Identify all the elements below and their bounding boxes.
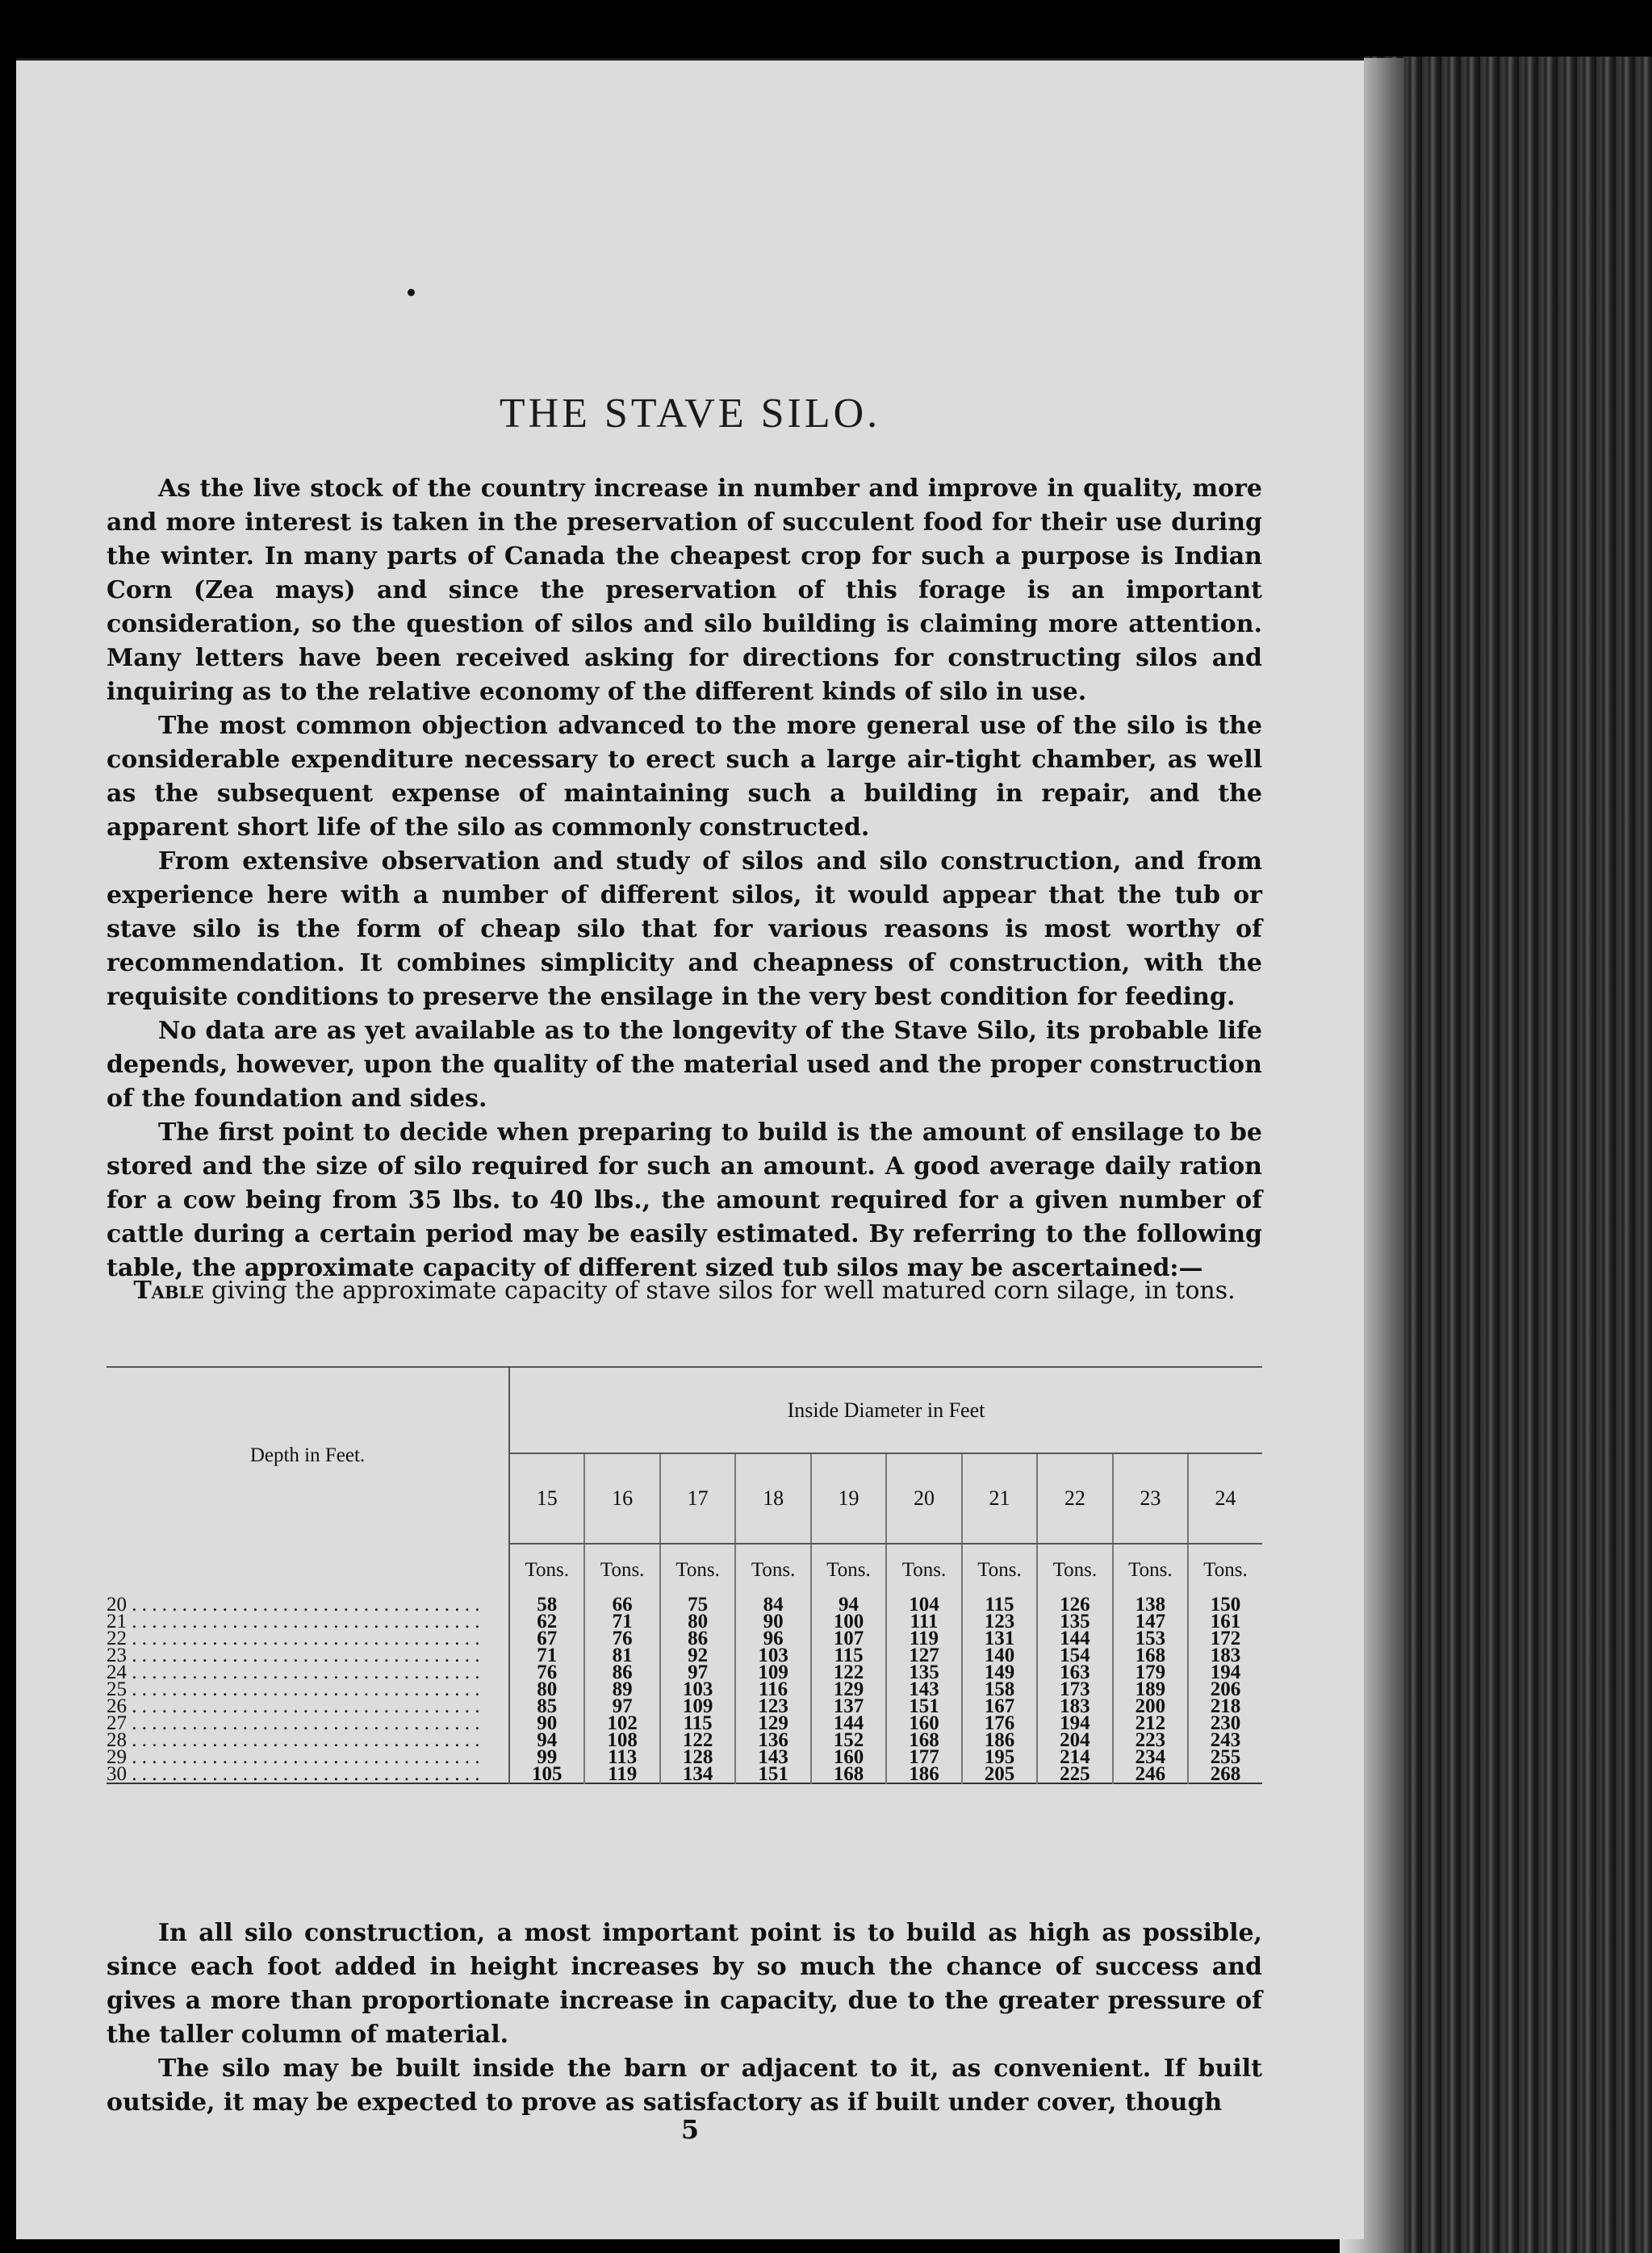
depth-value: 24 (107, 1664, 127, 1681)
capacity-cell: 75 (660, 1596, 735, 1613)
diameter-header: Inside Diameter in Feet (509, 1368, 1262, 1453)
unit-label: Tons. (584, 1544, 659, 1596)
capacity-cell: 255 (1188, 1749, 1262, 1766)
capacity-cell: 212 (1113, 1715, 1188, 1732)
capacity-cell: 131 (962, 1630, 1037, 1647)
capacity-cell: 205 (962, 1766, 1037, 1783)
capacity-cell: 143 (735, 1749, 810, 1766)
unit-label: Tons. (1188, 1544, 1262, 1596)
capacity-cell: 234 (1113, 1749, 1188, 1766)
capacity-cell: 122 (811, 1664, 886, 1681)
capacity-cell: 111 (886, 1613, 961, 1630)
depth-value: 22 (107, 1630, 127, 1647)
capacity-cell: 119 (886, 1630, 961, 1647)
capacity-cell: 94 (537, 1729, 558, 1751)
dot-leader: . . . . . . . . . . . . . . . . . . . . . . . . . . . . . . . . . . . (127, 1664, 480, 1681)
diameter-column-header: 23 (1113, 1453, 1188, 1544)
capacity-cell: 102 (584, 1715, 659, 1732)
capacity-cell: 183 (1037, 1698, 1112, 1715)
depth-value: 23 (107, 1647, 127, 1664)
unit-label: Tons. (811, 1544, 886, 1596)
capacity-cell: 246 (1113, 1766, 1188, 1783)
depth-value: 30 (107, 1766, 127, 1783)
capacity-cell: 189 (1113, 1681, 1188, 1698)
capacity-cell: 172 (1188, 1630, 1262, 1647)
paragraph: From extensive observation and study of silos and silo construction, and from experience here with a number of different silos, it would appear that the tub or stave silo is the form of cheap silo that for various reasons is most worthy of recommendation. It combines simplicity and cheapness of construction, with the requisite conditions to preserve the ensilage in the very best condition for feeding. (107, 847, 1262, 1011)
dot-leader: . . . . . . . . . . . . . . . . . . . . . . . . . . . . . . . . . . . (127, 1732, 480, 1749)
diameter-column-header: 24 (1188, 1453, 1262, 1544)
capacity-cell: 186 (962, 1732, 1037, 1749)
dot-leader: . . . . . . . . . . . . . . . . . . . . . . . . . . . . . . . . . . . (127, 1766, 480, 1783)
dot-leader: . . . . . . . . . . . . . . . . . . . . . . . . . . . . . . . . . . . (127, 1647, 480, 1664)
depth-cell (107, 1647, 509, 1664)
capacity-cell: 134 (660, 1766, 735, 1783)
capacity-cell: 138 (1113, 1596, 1188, 1613)
capacity-cell: 195 (962, 1749, 1037, 1766)
depth-cell (107, 1698, 509, 1715)
unit-label: Tons. (886, 1544, 961, 1596)
capacity-cell: 99 (537, 1746, 558, 1768)
diameter-column-header: 22 (1037, 1453, 1112, 1544)
capacity-cell: 89 (584, 1681, 659, 1698)
capacity-cell: 128 (660, 1749, 735, 1766)
intro-text (107, 472, 1262, 1285)
capacity-cell: 123 (735, 1698, 810, 1715)
capacity-cell: 66 (584, 1596, 659, 1613)
page-number: 5 (680, 2114, 700, 2145)
capacity-cell: 104 (886, 1596, 961, 1613)
capacity-cell: 62 (537, 1611, 558, 1632)
capacity-cell: 86 (584, 1664, 659, 1681)
unit-label: Tons. (1037, 1544, 1112, 1596)
capacity-cell: 107 (811, 1630, 886, 1647)
capacity-cell: 90 (735, 1613, 810, 1630)
capacity-cell: 206 (1188, 1681, 1262, 1698)
capacity-cell: 119 (584, 1766, 659, 1783)
capacity-cell: 100 (811, 1613, 886, 1630)
capacity-cell: 204 (1037, 1732, 1112, 1749)
capacity-cell: 160 (886, 1715, 961, 1732)
depth-value: 27 (107, 1715, 127, 1732)
capacity-cell: 163 (1037, 1664, 1112, 1681)
dot-leader: . . . . . . . . . . . . . . . . . . . . . . . . . . . . . . . . . . . (127, 1749, 480, 1766)
capacity-cell: 135 (1037, 1613, 1112, 1630)
capacity-cell: 105 (531, 1763, 563, 1785)
unit-spacer (107, 1544, 509, 1596)
capacity-cell: 127 (886, 1647, 961, 1664)
capacity-cell: 158 (962, 1681, 1037, 1698)
capacity-cell: 84 (735, 1596, 810, 1613)
depth-value: 29 (107, 1749, 127, 1766)
diameter-column-header: 19 (811, 1453, 886, 1544)
capacity-cell: 94 (811, 1596, 886, 1613)
capacity-cell: 115 (962, 1596, 1037, 1613)
capacity-cell: 86 (660, 1630, 735, 1647)
capacity-cell: 76 (537, 1662, 558, 1683)
unit-label: Tons. (660, 1544, 735, 1596)
depth-cell (107, 1596, 509, 1613)
capacity-cell: 109 (735, 1664, 810, 1681)
capacity-cell: 177 (886, 1749, 961, 1766)
capacity-cell: 168 (1113, 1647, 1188, 1664)
depth-cell (107, 1630, 509, 1647)
capacity-cell: 81 (584, 1647, 659, 1664)
page-title: THE STAVE SILO. (499, 391, 881, 437)
capacity-cell: 122 (660, 1732, 735, 1749)
capacity-cell: 214 (1037, 1749, 1112, 1766)
capacity-cell: 168 (811, 1766, 886, 1783)
capacity-cell: 225 (1037, 1766, 1112, 1783)
capacity-cell: 76 (584, 1630, 659, 1647)
dot-leader: . . . . . . . . . . . . . . . . . . . . . . . . . . . . . . . . . . . (127, 1681, 480, 1698)
unit-label: Tons. (962, 1544, 1037, 1596)
capacity-cell: 108 (584, 1732, 659, 1749)
capacity-cell: 144 (1037, 1630, 1112, 1647)
capacity-cell: 71 (537, 1645, 558, 1666)
capacity-cell: 161 (1188, 1613, 1262, 1630)
paragraph: As the live stock of the country increase in number and improve in quality, more and more interest is taken in the preservation of succulent food for their use during the winter. In many parts of Canada the cheapest crop for such a purpose is Indian Corn (Zea mays) and since the preservation of this forage is an important consideration, so the question of silos and silo building is claiming more attention. Many letters have been received asking for directions for constructing silos and inquiring as to the relative economy of the different kinds of silo in use. (107, 474, 1262, 706)
capacity-cell: 230 (1188, 1715, 1262, 1732)
diameter-column-header: 17 (660, 1453, 735, 1544)
capacity-cell: 96 (735, 1630, 810, 1647)
closing-text (107, 1917, 1262, 2120)
capacity-cell: 173 (1037, 1681, 1112, 1698)
depth-value: 28 (107, 1732, 127, 1749)
capacity-cell: 194 (1188, 1664, 1262, 1681)
capacity-cell: 58 (537, 1594, 558, 1616)
depth-value: 25 (107, 1681, 127, 1698)
capacity-cell: 186 (886, 1766, 961, 1783)
capacity-cell: 71 (584, 1613, 659, 1630)
capacity-cell: 90 (537, 1712, 558, 1734)
dot-leader: . . . . . . . . . . . . . . . . . . . . . . . . . . . . . . . . . . . (127, 1596, 480, 1613)
capacity-cell: 80 (537, 1678, 558, 1700)
dot-leader: . . . . . . . . . . . . . . . . . . . . . . . . . . . . . . . . . . . (127, 1698, 480, 1715)
capacity-cell: 160 (811, 1749, 886, 1766)
diameter-column-header: 16 (584, 1453, 659, 1544)
diameter-column-header: 15 (509, 1453, 584, 1544)
capacity-cell: 67 (537, 1628, 558, 1649)
capacity-cell: 103 (735, 1647, 810, 1664)
depth-cell (107, 1715, 509, 1732)
capacity-cell: 123 (962, 1613, 1037, 1630)
depth-value: 21 (107, 1613, 127, 1630)
depth-cell (107, 1732, 509, 1749)
capacity-cell: 115 (811, 1647, 886, 1664)
capacity-cell: 103 (660, 1681, 735, 1698)
capacity-cell: 200 (1113, 1698, 1188, 1715)
book-page (16, 58, 1364, 2239)
paragraph: The first point to decide when preparing to build is the amount of ensilage to be stored and the size of silo required for such an amount. A good average daily ration for a cow being from 35 lbs. to 40 lbs., the amount required for a given number of cattle during a certain period may be easily estimated. By referring to the following table, the approximate capacity of different sized tub silos may be ascertained:— (107, 1118, 1262, 1282)
capacity-cell: 80 (660, 1613, 735, 1630)
table-row (107, 1766, 1262, 1783)
capacity-cell: 129 (735, 1715, 810, 1732)
capacity-cell: 151 (886, 1698, 961, 1715)
unit-label: Tons. (525, 1559, 569, 1581)
capacity-cell: 183 (1188, 1647, 1262, 1664)
depth-cell (107, 1681, 509, 1698)
depth-value: 26 (107, 1698, 127, 1715)
capacity-cell: 137 (811, 1698, 886, 1715)
capacity-cell: 109 (660, 1698, 735, 1715)
capacity-cell: 97 (584, 1698, 659, 1715)
capacity-cell: 147 (1113, 1613, 1188, 1630)
capacity-cell: 144 (811, 1715, 886, 1732)
table-caption-text: giving the approximate capacity of stave silos for well matured corn silage, in tons. (211, 1277, 1236, 1305)
capacity-cell: 153 (1113, 1630, 1188, 1647)
diameter-column-header: 18 (735, 1453, 810, 1544)
capacity-cell: 140 (962, 1647, 1037, 1664)
capacity-cell: 150 (1188, 1596, 1262, 1613)
capacity-cell: 168 (886, 1732, 961, 1749)
capacity-cell: 85 (537, 1695, 558, 1717)
depth-cell (107, 1749, 509, 1766)
capacity-cell: 243 (1188, 1732, 1262, 1749)
table-caption-label: Table (133, 1277, 204, 1305)
capacity-cell: 97 (660, 1664, 735, 1681)
paragraph: The silo may be built inside the barn or adjacent to it, as convenient. If built outside, it may be expected to prove as satisfactory as if built under cover, though (107, 2054, 1262, 2117)
paragraph: No data are as yet available as to the longevity of the Stave Silo, its probable life depends, however, upon the quality of the material used and the proper construction of the foundation and sides. (107, 1017, 1262, 1113)
speck-mark (408, 289, 415, 296)
depth-cell (107, 1766, 509, 1783)
diameter-column-header: 20 (886, 1453, 961, 1544)
capacity-cell: 115 (660, 1715, 735, 1732)
unit-label: Tons. (735, 1544, 810, 1596)
table-caption (107, 1274, 1262, 1308)
capacity-cell: 135 (886, 1664, 961, 1681)
unit-label: Tons. (1113, 1544, 1188, 1596)
depth-cell (107, 1664, 509, 1681)
capacity-cell: 154 (1037, 1647, 1112, 1664)
depth-header: Depth in Feet. (107, 1368, 509, 1544)
capacity-cell: 129 (811, 1681, 886, 1698)
dot-leader: . . . . . . . . . . . . . . . . . . . . . . . . . . . . . . . . . . . (127, 1630, 480, 1647)
capacity-cell: 113 (584, 1749, 659, 1766)
diameter-column-header: 21 (962, 1453, 1037, 1544)
depth-cell (107, 1613, 509, 1630)
capacity-cell: 179 (1113, 1664, 1188, 1681)
depth-value: 20 (107, 1596, 127, 1613)
capacity-cell: 167 (962, 1698, 1037, 1715)
capacity-cell: 149 (962, 1664, 1037, 1681)
dot-leader: . . . . . . . . . . . . . . . . . . . . . . . . . . . . . . . . . . . (127, 1715, 480, 1732)
paragraph: In all silo construction, a most important point is to build as high as possible, since each foot added in height increases by so much the chance of success and gives a more than proportionate increase in capacity, due to the greater pressure of the taller column of material. (107, 1919, 1262, 2049)
capacity-cell: 92 (660, 1647, 735, 1664)
capacity-cell: 151 (735, 1766, 810, 1783)
capacity-cell: 176 (962, 1715, 1037, 1732)
dot-leader: . . . . . . . . . . . . . . . . . . . . . . . . . . . . . . . . . . . (127, 1613, 480, 1630)
paragraph: The most common objection advanced to the more general use of the silo is the considerable expenditure necessary to erect such a large air-tight chamber, as well as the subsequent expense of maintaining such a building in repair, and the apparent short life of the silo as commonly constructed. (107, 712, 1262, 842)
book-gutter (1364, 56, 1652, 2253)
capacity-cell: 126 (1037, 1596, 1112, 1613)
capacity-cell: 152 (811, 1732, 886, 1749)
capacity-cell: 194 (1037, 1715, 1112, 1732)
capacity-cell: 218 (1188, 1698, 1262, 1715)
silo-capacity-table (107, 1366, 1262, 1787)
capacity-cell: 268 (1188, 1766, 1262, 1783)
capacity-cell: 143 (886, 1681, 961, 1698)
capacity-cell: 223 (1113, 1732, 1188, 1749)
capacity-cell: 116 (735, 1681, 810, 1698)
capacity-cell: 136 (735, 1732, 810, 1749)
